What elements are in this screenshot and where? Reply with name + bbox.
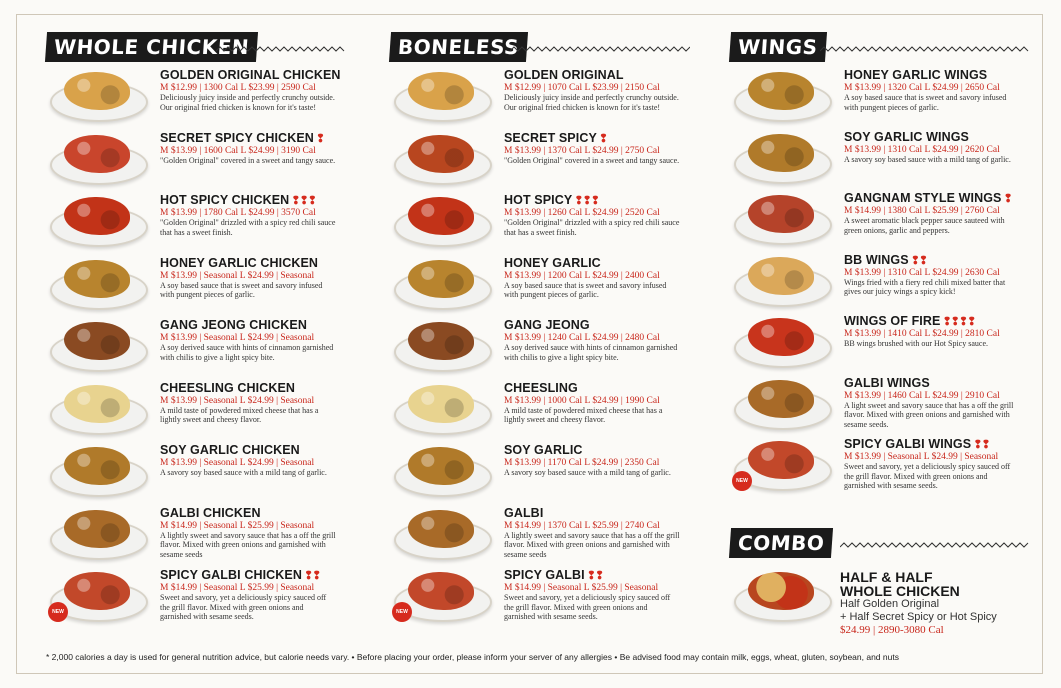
item-name-row xyxy=(160,131,336,145)
spice-level-icon: ❢ xyxy=(1003,193,1012,205)
item-name-row xyxy=(160,506,336,520)
section-title: WINGS xyxy=(729,32,827,62)
food-shape xyxy=(64,447,130,485)
menu-item xyxy=(46,379,346,442)
item-text xyxy=(844,68,1020,112)
item-text xyxy=(160,381,336,425)
item-description: Deliciously juicy inside and perfectly crunchy outside. Our original fried chicken is known for it's taste! xyxy=(160,93,335,112)
item-name: BB WINGS xyxy=(844,252,909,267)
footer-disclaimer: * 2,000 calories a day is used for general nutrition advice, but calorie needs vary. • Before placing your order, please inform your server of any allergies • Be advised food may contain milk, eggs, wheat, gluten, soybean, and nuts xyxy=(46,652,899,662)
item-price: M $12.99 | 1070 Cal L $23.99 | 2150 Cal xyxy=(504,83,660,93)
item-name: HOT SPICY CHICKEN xyxy=(160,193,290,207)
item-name: GALBI xyxy=(504,505,544,520)
item-name: GALBI WINGS xyxy=(844,375,930,390)
item-name: HONEY GARLIC xyxy=(504,255,601,270)
item-description: A mild taste of powdered mixed cheese that has a lightly sweet and cheesy flavor. xyxy=(160,405,319,424)
item-text xyxy=(160,443,336,478)
item-text xyxy=(504,506,680,560)
item-name-row xyxy=(504,381,680,395)
new-badge: NEW xyxy=(48,602,68,622)
item-description: A soy based sauce that is sweet and savory infused with pungent pieces of garlic. xyxy=(844,93,1007,112)
food-photo xyxy=(46,383,148,435)
item-text xyxy=(504,568,680,622)
item-description: Sweet and savory, yet a deliciously spicy sauced off the grill flavor. Mixed with green onions and garnished with sesame seeds. xyxy=(504,593,671,621)
menu-item xyxy=(730,128,1030,190)
whole-chicken-section xyxy=(46,32,346,629)
item-price: M $13.99 | 1260 Cal L $24.99 | 2520 Cal xyxy=(504,208,660,218)
menu-item xyxy=(390,316,690,379)
item-description: A mild taste of powdered mixed cheese that has a lightly sweet and cheesy flavor. xyxy=(504,405,663,424)
food-shape xyxy=(748,72,814,110)
item-name: GANG JEONG xyxy=(504,318,590,332)
menu-item xyxy=(46,441,346,504)
item-name: SPICY GALBI CHICKEN xyxy=(160,568,302,582)
item-description: "Golden Original" covered in a sweet and tangy sauce. xyxy=(160,155,336,165)
item-text xyxy=(844,314,1020,349)
food-shape xyxy=(408,72,474,110)
combo-name-line1: HALF & HALF xyxy=(840,569,933,585)
item-text xyxy=(504,318,680,362)
food-photo xyxy=(46,570,148,622)
food-shape xyxy=(748,318,814,356)
food-shape xyxy=(64,135,130,173)
item-description: A light sweet and savory sauce that has a off the grill flavor. Mixed with green onions and garnished with sesame seeds. xyxy=(844,400,1014,429)
item-name-row xyxy=(160,381,336,395)
item-text xyxy=(504,381,680,425)
menu-item xyxy=(390,504,690,567)
item-text xyxy=(160,193,336,237)
item-description: Wings fried with a fiery red chili mixed batter that gives our juicy wings a spicy kick! xyxy=(844,277,1006,296)
menu-item xyxy=(730,312,1030,374)
item-price: M $13.99 | 1320 Cal L $24.99 | 2650 Cal xyxy=(844,83,1000,93)
item-price: M $13.99 | 1000 Cal L $24.99 | 1990 Cal xyxy=(504,395,660,406)
item-name-row xyxy=(504,68,680,82)
combo-price: $24.99 | 2890-3080 Cal xyxy=(840,624,944,636)
section-header xyxy=(46,32,346,62)
item-text xyxy=(160,256,336,300)
spice-level-icon: ❢❢ xyxy=(910,254,928,267)
item-list xyxy=(730,66,1030,497)
food-photo xyxy=(390,70,492,122)
food-photo xyxy=(46,70,148,122)
food-shape xyxy=(64,197,130,235)
food-photo xyxy=(730,255,832,307)
item-price: M $13.99 | 1240 Cal L $24.99 | 2480 Cal xyxy=(504,333,660,343)
food-photo xyxy=(730,378,832,430)
spice-level-icon: ❢ xyxy=(315,132,325,145)
zigzag-divider xyxy=(820,46,1030,52)
section-title: BONELESS xyxy=(389,32,528,62)
item-name: SECRET SPICY CHICKEN xyxy=(160,130,314,145)
zigzag-divider xyxy=(216,46,346,52)
item-description: A soy derived sauce with hints of cinnamon garnished with chilis to give a light spicy bite. xyxy=(160,343,334,362)
item-price: M $14.99 | 1380 Cal L $25.99 | 2760 Cal xyxy=(844,206,1000,216)
item-description: A savory soy based sauce with a mild tang of garlic. xyxy=(844,154,1011,164)
item-name-row xyxy=(844,130,1020,144)
item-list xyxy=(390,66,690,629)
combo-sub-line2: + Half Secret Spicy or Hot Spicy xyxy=(840,611,997,623)
item-description: A soy based sauce that is sweet and savory infused with pungent pieces of garlic. xyxy=(160,280,323,299)
food-shape xyxy=(64,260,130,298)
food-photo xyxy=(46,508,148,560)
item-name-row xyxy=(504,443,680,457)
food-photo xyxy=(730,570,832,622)
item-text xyxy=(504,443,680,478)
item-name: SPICY GALBI xyxy=(504,568,585,582)
item-name-row xyxy=(844,376,1020,390)
food-photo xyxy=(46,445,148,497)
item-name-row xyxy=(844,68,1020,82)
food-photo xyxy=(730,193,832,245)
item-name-row xyxy=(844,253,1020,267)
menu-item xyxy=(390,566,690,629)
item-description: "Golden Original" drizzled with a spicy red chili sauce that has a sweet finish. xyxy=(160,218,336,237)
menu-item xyxy=(730,435,1030,497)
food-photo xyxy=(390,445,492,497)
menu-item xyxy=(46,504,346,567)
item-price: M $13.99 | Seasonal L $24.99 | Seasonal xyxy=(844,452,999,462)
item-name: SOY GARLIC xyxy=(504,443,583,457)
item-description: A savory soy based sauce with a mild tang of garlic. xyxy=(160,468,327,477)
item-name-row xyxy=(504,193,680,207)
item-name: SECRET SPICY xyxy=(504,130,597,145)
spice-level-icon: ❢ xyxy=(598,132,608,145)
food-shape xyxy=(748,257,814,295)
food-photo xyxy=(46,133,148,185)
item-text xyxy=(844,437,1020,491)
menu-item xyxy=(46,129,346,192)
food-shape xyxy=(408,385,474,423)
food-shape xyxy=(408,510,474,548)
food-photo xyxy=(390,508,492,560)
food-shape xyxy=(64,385,130,423)
item-description: A soy based sauce that is sweet and savory infused with pungent pieces of garlic. xyxy=(504,280,667,299)
item-price: M $13.99 | Seasonal L $24.99 | Seasonal xyxy=(160,270,315,281)
menu-item xyxy=(46,254,346,317)
item-name: GOLDEN ORIGINAL CHICKEN xyxy=(160,68,341,82)
item-description: Sweet and savory, yet a deliciously spicy sauced off the grill flavor. Mixed with green onions and garnished with sesame seeds. xyxy=(844,462,1011,490)
item-name: GANG JEONG CHICKEN xyxy=(160,318,307,332)
food-photo xyxy=(390,195,492,247)
item-price: M $13.99 | 1370 Cal L $24.99 | 2750 Cal xyxy=(504,145,660,156)
item-price: M $14.99 | Seasonal L $25.99 | Seasonal xyxy=(160,583,315,593)
menu-item xyxy=(730,374,1030,436)
item-price: M $14.99 | Seasonal L $25.99 | Seasonal xyxy=(504,583,659,593)
item-description: Sweet and savory, yet a deliciously spicy sauced off the grill flavor. Mixed with green onions and garnished with sesame seeds. xyxy=(160,593,327,621)
food-photo xyxy=(46,320,148,372)
item-name: SOY GARLIC CHICKEN xyxy=(160,443,300,457)
menu-item xyxy=(390,191,690,254)
combo-sub-line1: Half Golden Original xyxy=(840,598,940,610)
item-price: M $14.99 | Seasonal L $25.99 | Seasonal xyxy=(160,520,315,531)
item-description: BB wings brushed with our Hot Spicy sauce. xyxy=(844,339,988,348)
section-title: WHOLE CHICKEN xyxy=(45,32,258,62)
food-photo xyxy=(730,439,832,491)
item-name-row xyxy=(844,437,1020,451)
spice-level-icon: ❢❢❢ xyxy=(574,195,599,207)
section-header xyxy=(730,528,1030,558)
food-photo xyxy=(730,132,832,184)
menu-item xyxy=(730,251,1030,313)
food-shape xyxy=(408,447,474,485)
section-header xyxy=(730,32,1030,62)
menu-item xyxy=(390,66,690,129)
section-header xyxy=(390,32,690,62)
menu-item xyxy=(46,316,346,379)
item-price: M $13.99 | 1170 Cal L $24.99 | 2350 Cal xyxy=(504,458,660,468)
item-name-row xyxy=(504,506,680,520)
item-description: A savory soy based sauce with a mild tang of garlic. xyxy=(504,468,671,477)
food-photo xyxy=(390,383,492,435)
food-photo xyxy=(390,320,492,372)
combo-section xyxy=(730,528,1030,642)
food-photo xyxy=(730,316,832,368)
item-text xyxy=(160,506,336,560)
item-name-row xyxy=(504,256,680,270)
item-text xyxy=(160,318,336,362)
menu-item xyxy=(390,379,690,442)
wings-section xyxy=(730,32,1030,497)
item-name: HOT SPICY xyxy=(504,193,573,207)
item-name: SOY GARLIC WINGS xyxy=(844,129,969,144)
menu-item xyxy=(46,66,346,129)
combo-name-line2: WHOLE CHICKEN xyxy=(840,583,960,599)
item-name: GOLDEN ORIGINAL xyxy=(504,68,624,82)
food-shape xyxy=(748,134,814,172)
item-name-row xyxy=(844,191,1020,205)
food-shape xyxy=(408,135,474,173)
menu-item xyxy=(46,566,346,629)
item-list xyxy=(46,66,346,629)
item-name-row xyxy=(504,318,680,332)
menu-item xyxy=(390,254,690,317)
food-photo xyxy=(46,258,148,310)
item-description: Deliciously juicy inside and perfectly crunchy outside. Our original fried chicken is known for it's taste! xyxy=(504,93,679,112)
item-description: "Golden Original" drizzled with a spicy red chili sauce that has a sweet finish. xyxy=(504,218,680,237)
item-price: M $13.99 | 1780 Cal L $24.99 | 3570 Cal xyxy=(160,208,316,218)
item-price: M $13.99 | 1410 Cal L $24.99 | 2810 Cal xyxy=(844,329,1000,339)
new-badge: NEW xyxy=(392,602,412,622)
menu-item xyxy=(390,129,690,192)
item-name-row xyxy=(160,318,336,332)
item-price: M $13.99 | Seasonal L $24.99 | Seasonal xyxy=(160,333,315,343)
menu-item xyxy=(730,189,1030,251)
section-title: COMBO xyxy=(729,528,833,558)
item-name-row xyxy=(844,314,1020,328)
food-photo xyxy=(390,570,492,622)
item-name-row xyxy=(160,443,336,457)
food-shape xyxy=(748,380,814,418)
item-price: M $13.99 | 1200 Cal L $24.99 | 2400 Cal xyxy=(504,270,660,281)
combo-item xyxy=(730,562,1030,642)
item-name-row xyxy=(160,193,336,207)
food-photo xyxy=(390,133,492,185)
item-text xyxy=(844,130,1020,165)
item-description: A lightly sweet and savory sauce that has a off the grill flavor. Mixed with green onions and garnished with sesame seeds xyxy=(504,530,680,559)
item-text xyxy=(844,253,1020,297)
item-name: CHEESLING xyxy=(504,380,578,395)
food-shape xyxy=(64,572,130,610)
item-price: M $13.99 | 1600 Cal L $24.99 | 3190 Cal xyxy=(160,145,316,156)
item-description: A lightly sweet and savory sauce that has a off the grill flavor. Mixed with green onions and garnished with sesame seeds xyxy=(160,530,336,559)
item-description: A soy derived sauce with hints of cinnamon garnished with chilis to give a light spicy bite. xyxy=(504,343,678,362)
item-name: SPICY GALBI WINGS xyxy=(844,437,972,451)
new-badge: NEW xyxy=(732,471,752,491)
food-photo xyxy=(730,70,832,122)
food-shape xyxy=(408,260,474,298)
item-description: "Golden Original" covered in a sweet and tangy sauce. xyxy=(504,155,680,165)
menu-item xyxy=(46,191,346,254)
item-name: HONEY GARLIC CHICKEN xyxy=(160,255,319,270)
spice-level-icon: ❢❢❢ xyxy=(291,195,316,207)
zigzag-divider xyxy=(510,46,690,52)
item-text xyxy=(504,68,680,112)
item-name-row xyxy=(160,68,341,82)
item-name-row xyxy=(160,256,336,270)
item-text xyxy=(504,131,680,166)
spice-level-icon: ❢❢ xyxy=(973,439,990,451)
item-text xyxy=(844,191,1020,235)
item-price: M $13.99 | 1310 Cal L $24.99 | 2620 Cal xyxy=(844,144,1000,155)
menu-item xyxy=(730,66,1030,128)
food-shape xyxy=(408,197,474,235)
food-photo xyxy=(390,258,492,310)
item-text xyxy=(160,568,336,622)
food-shape xyxy=(64,72,130,110)
item-name: GANGNAM STYLE WINGS xyxy=(844,191,1002,205)
item-price: M $13.99 | Seasonal L $24.99 | Seasonal xyxy=(160,458,315,468)
item-text xyxy=(160,131,336,166)
item-price: M $13.99 | 1460 Cal L $24.99 | 2910 Cal xyxy=(844,390,1000,401)
item-text xyxy=(504,256,680,300)
item-price: M $14.99 | 1370 Cal L $25.99 | 2740 Cal xyxy=(504,520,660,531)
item-name-row xyxy=(160,568,336,582)
item-text xyxy=(160,68,341,112)
item-price: M $12.99 | 1300 Cal L $23.99 | 2590 Cal xyxy=(160,83,316,93)
item-name: GALBI CHICKEN xyxy=(160,505,261,520)
zigzag-divider xyxy=(840,542,1030,548)
spice-level-icon: ❢❢ xyxy=(303,570,321,582)
food-shape xyxy=(64,322,130,360)
item-name: HONEY GARLIC WINGS xyxy=(844,68,988,82)
food-shape xyxy=(408,572,474,610)
food-shape xyxy=(64,510,130,548)
boneless-section xyxy=(390,32,690,629)
menu-item xyxy=(390,441,690,504)
item-price: M $13.99 | Seasonal L $24.99 | Seasonal xyxy=(160,395,315,406)
item-text xyxy=(504,193,680,237)
food-shape xyxy=(748,195,814,233)
food-shape xyxy=(748,441,814,479)
item-name: CHEESLING CHICKEN xyxy=(160,380,296,395)
food-shape xyxy=(748,572,814,610)
food-shape xyxy=(408,322,474,360)
item-text xyxy=(844,376,1020,430)
item-name-row xyxy=(504,131,680,145)
item-name: WINGS OF FIRE xyxy=(844,314,941,328)
spice-level-icon: ❢❢❢❢ xyxy=(942,316,976,328)
spice-level-icon: ❢❢ xyxy=(586,570,604,582)
food-photo xyxy=(46,195,148,247)
item-price: M $13.99 | 1310 Cal L $24.99 | 2630 Cal xyxy=(844,267,1000,278)
item-name-row xyxy=(504,568,680,582)
item-description: A sweet aromatic black pepper sauce sauteed with green onions, garlic and peppers. xyxy=(844,216,1005,235)
